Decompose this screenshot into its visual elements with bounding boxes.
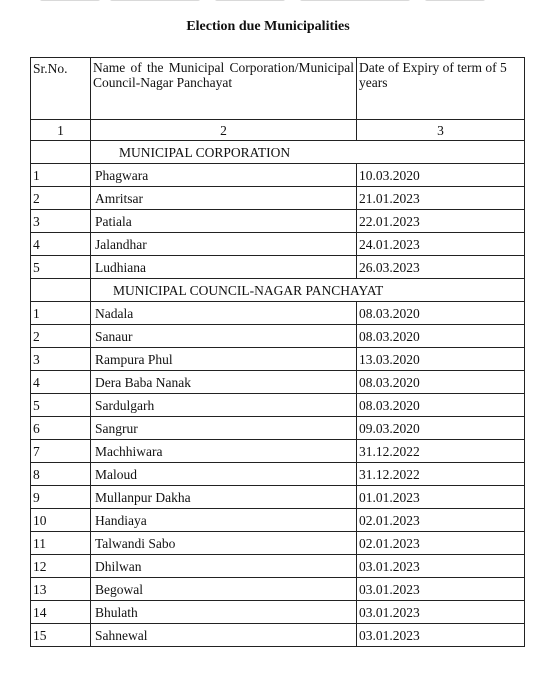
header-sr-no: Sr.No. <box>31 58 91 120</box>
sr-no-cell: 7 <box>31 440 91 463</box>
municipality-name-cell: Patiala <box>91 210 357 233</box>
table-row <box>31 486 525 509</box>
table-row <box>31 302 525 325</box>
section-heading: MUNICIPAL COUNCIL-NAGAR PANCHAYAT <box>91 279 525 302</box>
municipality-name-cell: Dhilwan <box>91 555 357 578</box>
column-number-row <box>31 120 525 141</box>
municipality-name-cell: Talwandi Sabo <box>91 532 357 555</box>
expiry-date-cell: 22.01.2023 <box>357 210 525 233</box>
table-row <box>31 624 525 647</box>
sr-no-cell: 2 <box>31 187 91 210</box>
municipality-name-cell: Jalandhar <box>91 233 357 256</box>
municipality-name-cell: Phagwara <box>91 164 357 187</box>
table-row <box>31 164 525 187</box>
municipality-name-cell: Sardulgarh <box>91 394 357 417</box>
sr-no-cell: 9 <box>31 486 91 509</box>
sr-no-cell: 8 <box>31 463 91 486</box>
expiry-date-cell: 26.03.2023 <box>357 256 525 279</box>
column-number: 3 <box>357 120 525 141</box>
table-row <box>31 325 525 348</box>
table-row <box>31 509 525 532</box>
sr-no-cell: 12 <box>31 555 91 578</box>
table-row <box>31 394 525 417</box>
municipality-name-cell: Ludhiana <box>91 256 357 279</box>
municipality-name-cell: Bhulath <box>91 601 357 624</box>
expiry-date-cell: 21.01.2023 <box>357 187 525 210</box>
sr-no-cell: 3 <box>31 210 91 233</box>
sr-no-cell: 13 <box>31 578 91 601</box>
section-heading-spacer <box>31 141 91 164</box>
expiry-date-cell: 03.01.2023 <box>357 578 525 601</box>
header-date: Date of Expiry of term of 5 years <box>357 58 525 120</box>
expiry-date-cell: 10.03.2020 <box>357 164 525 187</box>
table-header-row <box>31 58 525 120</box>
expiry-date-cell: 03.01.2023 <box>357 601 525 624</box>
table-row <box>31 417 525 440</box>
municipality-name-cell: Handiaya <box>91 509 357 532</box>
expiry-date-cell: 08.03.2020 <box>357 371 525 394</box>
sr-no-cell: 2 <box>31 325 91 348</box>
table-row <box>31 463 525 486</box>
sr-no-cell: 4 <box>31 371 91 394</box>
table-row <box>31 256 525 279</box>
expiry-date-cell: 03.01.2023 <box>357 555 525 578</box>
sr-no-cell: 5 <box>31 394 91 417</box>
cropped-text-strip <box>0 0 536 6</box>
section-heading-row <box>31 141 525 164</box>
municipality-name-cell: Machhiwara <box>91 440 357 463</box>
expiry-date-cell: 31.12.2022 <box>357 440 525 463</box>
expiry-date-cell: 09.03.2020 <box>357 417 525 440</box>
expiry-date-cell: 08.03.2020 <box>357 302 525 325</box>
municipality-name-cell: Dera Baba Nanak <box>91 371 357 394</box>
section-heading: MUNICIPAL CORPORATION <box>91 141 525 164</box>
expiry-date-cell: 01.01.2023 <box>357 486 525 509</box>
municipality-name-cell: Sanaur <box>91 325 357 348</box>
municipality-name-cell: Sahnewal <box>91 624 357 647</box>
table-row <box>31 187 525 210</box>
table-row <box>31 555 525 578</box>
header-name: Name of the Municipal Corporation/Municipal Council-Nagar Panchayat <box>91 58 357 120</box>
expiry-date-cell: 02.01.2023 <box>357 532 525 555</box>
sr-no-cell: 11 <box>31 532 91 555</box>
document-title: Election due Municipalities <box>186 19 350 34</box>
table-row <box>31 371 525 394</box>
sr-no-cell: 1 <box>31 302 91 325</box>
sr-no-cell: 5 <box>31 256 91 279</box>
section-heading-spacer <box>31 279 91 302</box>
expiry-date-cell: 31.12.2022 <box>357 463 525 486</box>
municipality-name-cell: Rampura Phul <box>91 348 357 371</box>
expiry-date-cell: 24.01.2023 <box>357 233 525 256</box>
section-heading-row <box>31 279 525 302</box>
municipality-name-cell: Begowal <box>91 578 357 601</box>
sr-no-cell: 3 <box>31 348 91 371</box>
sr-no-cell: 4 <box>31 233 91 256</box>
sr-no-cell: 1 <box>31 164 91 187</box>
municipality-name-cell: Amritsar <box>91 187 357 210</box>
municipality-name-cell: Mullanpur Dakha <box>91 486 357 509</box>
municipality-name-cell: Maloud <box>91 463 357 486</box>
municipality-name-cell: Sangrur <box>91 417 357 440</box>
municipalities-table <box>30 57 525 647</box>
municipality-name-cell: Nadala <box>91 302 357 325</box>
sr-no-cell: 6 <box>31 417 91 440</box>
sr-no-cell: 10 <box>31 509 91 532</box>
sr-no-cell: 15 <box>31 624 91 647</box>
table-row <box>31 233 525 256</box>
expiry-date-cell: 13.03.2020 <box>357 348 525 371</box>
table-row <box>31 440 525 463</box>
table-row <box>31 210 525 233</box>
table-row <box>31 601 525 624</box>
table-row <box>31 348 525 371</box>
expiry-date-cell: 02.01.2023 <box>357 509 525 532</box>
table-row <box>31 578 525 601</box>
column-number: 2 <box>91 120 357 141</box>
sr-no-cell: 14 <box>31 601 91 624</box>
table-row <box>31 532 525 555</box>
expiry-date-cell: 08.03.2020 <box>357 394 525 417</box>
column-number: 1 <box>31 120 91 141</box>
expiry-date-cell: 08.03.2020 <box>357 325 525 348</box>
expiry-date-cell: 03.01.2023 <box>357 624 525 647</box>
